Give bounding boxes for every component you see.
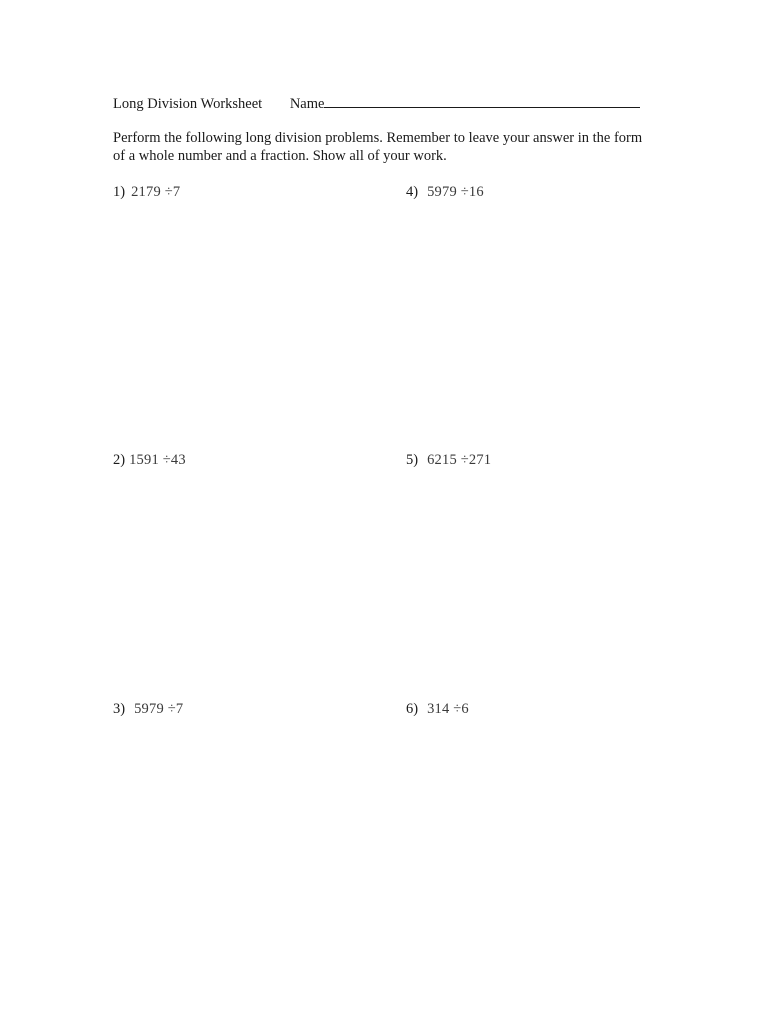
problem-expression: 6215 ÷271 bbox=[427, 452, 492, 468]
worksheet-title: Long Division Worksheet bbox=[113, 96, 263, 112]
problem-number: 6) bbox=[406, 701, 419, 717]
problem-expression: 5979 ÷16 bbox=[427, 184, 484, 200]
problem-number: 3) bbox=[113, 701, 126, 717]
problem-number: 4) bbox=[406, 184, 419, 200]
problem-4 bbox=[406, 183, 484, 201]
problem-expression: 1591 ÷43 bbox=[129, 452, 186, 468]
header bbox=[113, 94, 640, 113]
problem-number: 1) bbox=[113, 184, 126, 200]
problem-1 bbox=[113, 183, 180, 201]
problem-expression: 314 ÷6 bbox=[427, 701, 469, 717]
problem-5 bbox=[406, 451, 491, 469]
problem-expression: 2179 ÷7 bbox=[131, 184, 181, 200]
problem-6 bbox=[406, 700, 469, 718]
problem-expression: 5979 ÷7 bbox=[134, 701, 184, 717]
name-field-line bbox=[324, 94, 640, 108]
problem-2 bbox=[113, 451, 186, 469]
problem-number: 2) bbox=[113, 452, 126, 468]
problem-3 bbox=[113, 700, 183, 718]
instructions-text: Perform the following long division problems. Remember to leave your answer in the form of a whole number and a fraction. Show all of your work. bbox=[113, 130, 643, 164]
problem-number: 5) bbox=[406, 452, 419, 468]
name-label: Name bbox=[289, 96, 325, 112]
